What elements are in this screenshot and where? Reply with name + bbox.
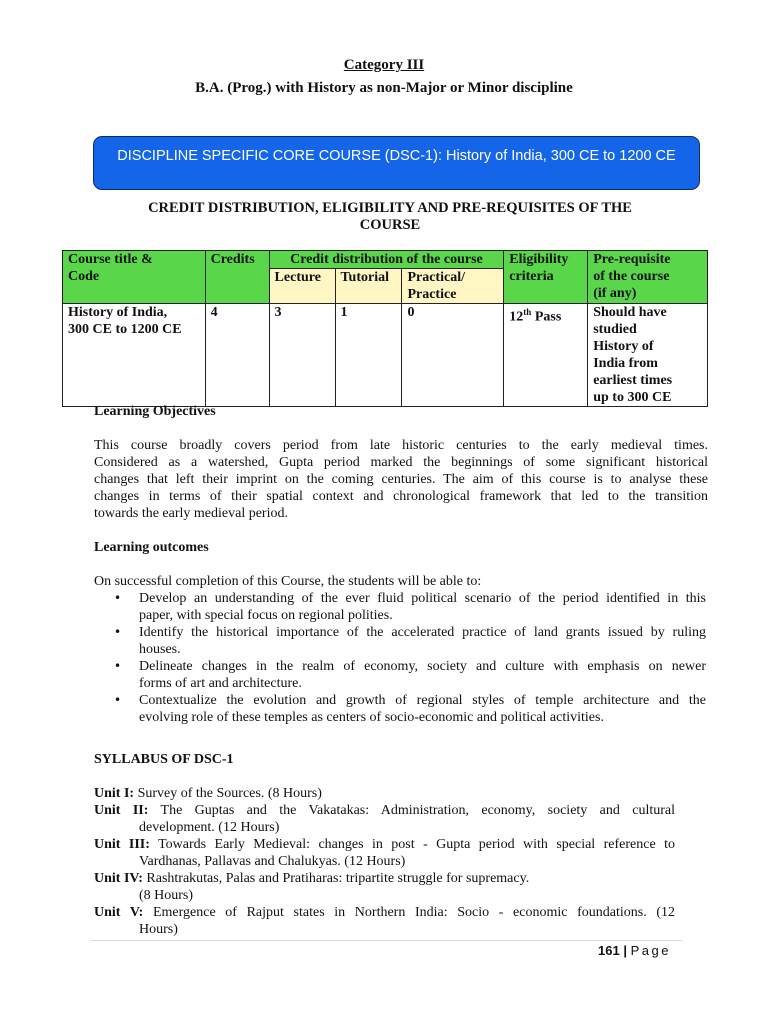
- list-item: • Develop an understanding of the ever fluid political scenario of the period identified in this paper, with special focus on regional polities.: [94, 590, 706, 624]
- cell-course-title: History of India, 300 CE to 1200 CE: [63, 304, 206, 407]
- syllabus-unit-1: Unit I: Survey of the Sources. (8 Hours): [94, 786, 322, 801]
- table-row: [63, 304, 708, 407]
- course-banner-text: DISCIPLINE SPECIFIC CORE COURSE (DSC-1): History of India, 300 CE to 1200 CE: [117, 148, 676, 164]
- header-tutorial: Tutorial: [335, 269, 402, 304]
- program-subtitle: B.A. (Prog.) with History as non-Major or Minor discipline: [195, 80, 573, 96]
- header-credits: Credits: [205, 251, 269, 304]
- syllabus-unit-4: Unit IV: Rashtrakutas, Palas and Pratiharas: tripartite struggle for supremacy. (8 Hours): [94, 871, 530, 903]
- footer-divider: [90, 940, 682, 941]
- list-item: • Delineate changes in the realm of economy, society and culture with emphasis on newer forms of art and architecture.: [94, 658, 706, 692]
- page-number: 161: [598, 943, 620, 958]
- course-banner: [93, 136, 700, 190]
- credit-distribution-heading: [110, 200, 670, 234]
- page-separator: |: [623, 943, 627, 958]
- header-lecture: Lecture: [269, 269, 335, 304]
- learning-objectives-paragraph: This course broadly covers period from late historic centuries to the early medieval times. Considered as a watershed, Gupta period marked the beginnings of some significant historical changes that left their imprint on the coming centuries. The aim of this course is to analyse these changes in terms of their spatial context and chronological framework that led to the transition towards the early medieval period.: [94, 438, 708, 521]
- learning-outcomes-list: [94, 590, 706, 726]
- credit-heading-line-1: CREDIT DISTRIBUTION, ELIGIBILITY AND PRE-REQUISITES OF THE: [148, 200, 632, 216]
- learning-outcomes-intro: On successful completion of this Course, the students will be able to:: [94, 574, 482, 589]
- credit-distribution-table: [62, 250, 708, 407]
- cell-tutorial: 1: [335, 304, 402, 407]
- learning-objectives-title: Learning Objectives: [94, 404, 216, 419]
- syllabus-unit-2: Unit II: The Guptas and the Vakatakas: Administration, economy, society and cultural development. (12 Hours): [94, 803, 676, 835]
- syllabus-title: SYLLABUS OF DSC-1: [94, 752, 234, 767]
- cell-practical: 0: [402, 304, 504, 407]
- header-course-title: Course title & Code: [63, 251, 206, 304]
- cell-eligibility: 12th Pass: [504, 304, 588, 407]
- cell-prerequisite: Should have studied History of India from earliest times up to 300 CE: [588, 304, 708, 407]
- header-eligibility: Eligibility criteria: [504, 251, 588, 304]
- table-header-row: [63, 251, 708, 269]
- cell-credits: 4: [205, 304, 269, 407]
- page-label: Page: [630, 943, 671, 958]
- cell-lecture: 3: [269, 304, 335, 407]
- credit-heading-line-2: COURSE: [359, 217, 421, 233]
- page-footer: [598, 943, 671, 958]
- list-item: • Identify the historical importance of the accelerated practice of land grants issued by ruling houses.: [94, 624, 706, 658]
- header-credit-distribution: Credit distribution of the course: [269, 251, 504, 269]
- header-practical: Practical/ Practice: [402, 269, 504, 304]
- learning-outcomes-title: Learning outcomes: [94, 540, 209, 555]
- syllabus-unit-5: Unit V: Emergence of Rajput states in Northern India: Socio - economic foundations. (12 Hours): [94, 905, 676, 937]
- header-prerequisite: Pre-requisite of the course (if any): [588, 251, 708, 304]
- syllabus-units: [94, 785, 675, 938]
- category-heading: Category III: [343, 57, 425, 73]
- list-item: • Contextualize the evolution and growth of regional styles of temple architecture and the evolving role of these temples as centers of socio-economic and political activities.: [94, 692, 706, 726]
- syllabus-unit-3: Unit III: Towards Early Medieval: changes in post - Gupta period with special reference to Vardhanas, Pallavas and Chalukyas. (12 Hours): [94, 837, 675, 869]
